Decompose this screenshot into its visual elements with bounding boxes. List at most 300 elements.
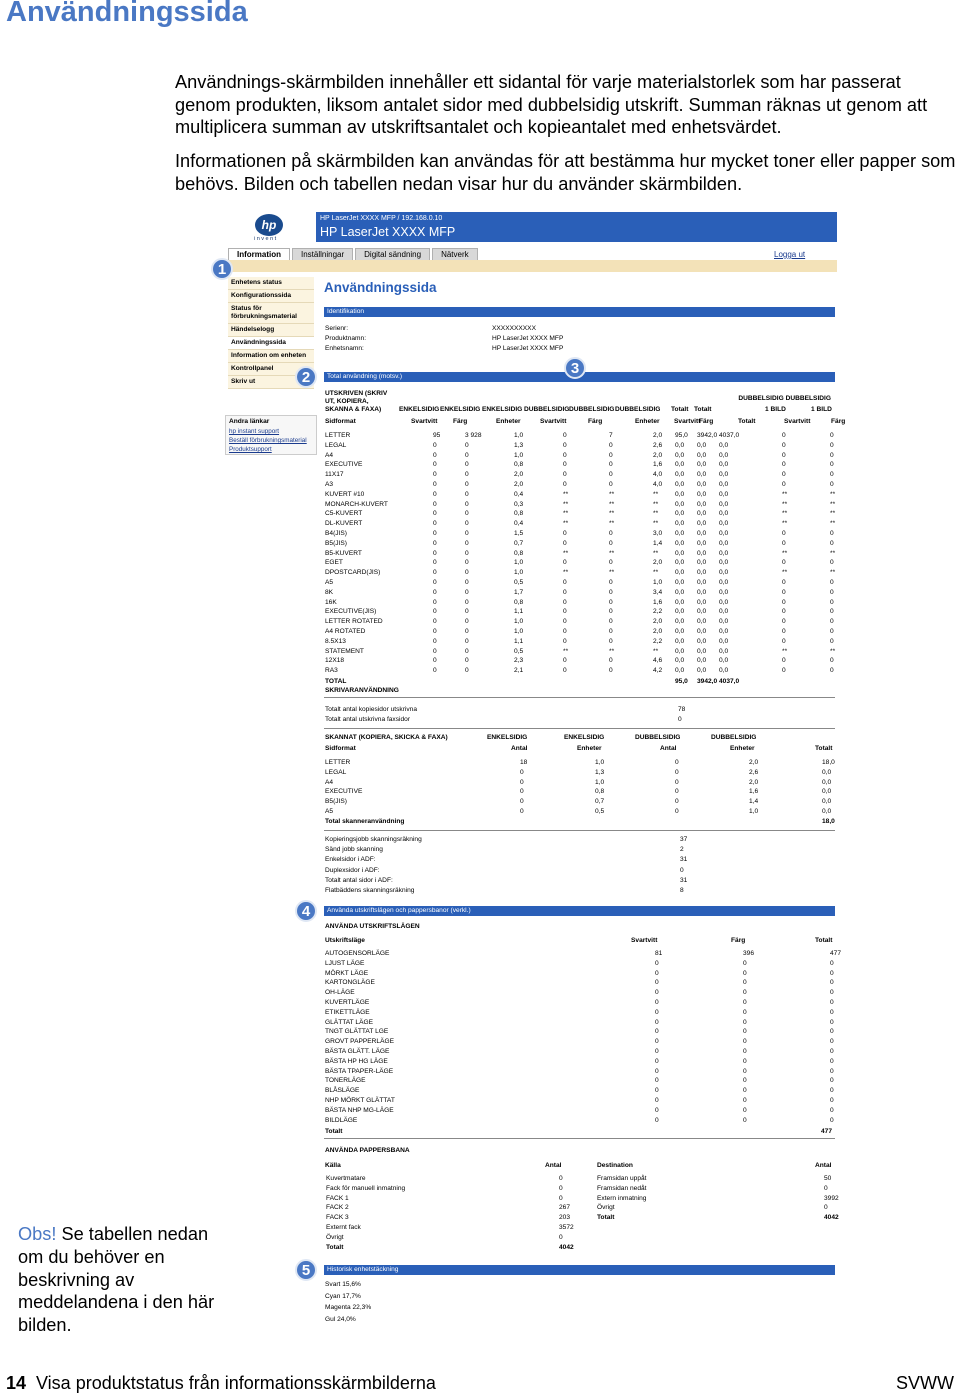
link-product-support[interactable]: Produktsupport [229, 446, 272, 453]
table-row-cell: 1,0 [514, 569, 524, 577]
table-row-cell: 0 [465, 628, 469, 635]
table-row-cell: 0 [830, 1028, 834, 1036]
source-row-cell: Fack för manuell inmatning [326, 1184, 406, 1192]
scan-stat-row [325, 856, 835, 866]
table-row-cell: 0,0 [697, 520, 707, 528]
copy-stat-row [325, 716, 835, 726]
table-row-cell: ** [782, 490, 788, 498]
table-row-cell: 0,0 [719, 667, 729, 675]
table-row-cell: 0 [655, 959, 659, 967]
table-row-cell: A5 [325, 808, 334, 815]
table-row [325, 540, 835, 550]
table-row-cell: 0 [782, 618, 786, 626]
table-row-cell: 7 [609, 432, 613, 439]
table-row-cell: 0 [563, 441, 567, 449]
table-row [325, 569, 835, 579]
table-row-cell: 0 [675, 788, 679, 796]
source-row-cell: 0 [559, 1194, 563, 1202]
print-col-header-cell: DUBBELSIDIG [615, 406, 661, 413]
intro-paragraph-2: Informationen på skärmbilden kan användas för att bestämma hur mycket toner eller papper som behövs. Bilden och tabellen nedan visar hur du använder skärmbilden. [175, 151, 956, 194]
table-row [325, 559, 835, 569]
table-row-cell: 2,0 [653, 559, 663, 567]
source-row-cell: 0 [559, 1175, 563, 1182]
table-row-cell: 1,0 [514, 432, 524, 439]
table-row-cell: 0 [830, 608, 834, 616]
table-row-cell: 0 [609, 588, 613, 596]
table-row-cell: 1,6 [653, 461, 663, 469]
note-text: Se tabellen nedan om du behöver en beskrivning av meddelandena i den här bilden. [18, 1224, 215, 1336]
print-total-values-cell: 95,0 [675, 678, 688, 685]
table-row [325, 1058, 835, 1068]
table-row-cell: 0 [830, 1077, 834, 1085]
table-row-cell: 0 [743, 989, 747, 997]
table-row-cell: 0,8 [595, 788, 605, 796]
table-row-cell: 0,0 [675, 500, 685, 508]
sidebar-item-event-log[interactable]: Händelselogg [228, 324, 314, 337]
table-row-cell: 0,0 [697, 559, 707, 567]
table-row-cell: ** [609, 647, 615, 655]
table-row-cell: 0 [465, 657, 469, 665]
table-row-cell: RA3 [325, 667, 338, 675]
table-row-cell: 0,0 [697, 530, 707, 537]
scan-stat-row-cell: 37 [680, 836, 688, 843]
table-row-cell: MONARCH-KUVERT [325, 500, 388, 508]
print-col-header-cell: 1 BILD [811, 406, 832, 413]
table-row-cell: 0 [655, 1008, 659, 1016]
source-row-cell: FACK 3 [326, 1214, 349, 1222]
link-order-supplies[interactable]: Beställ förbrukningsmaterial [229, 437, 307, 444]
destination-row [325, 1185, 835, 1195]
table-row-cell: 0 [675, 808, 679, 815]
table-row [325, 759, 835, 769]
table-row-cell: 0,4 [514, 490, 524, 498]
print-col-header-cell: Totalt [738, 418, 756, 425]
table-row-cell: 0,0 [719, 598, 729, 606]
table-row-cell: 0 [830, 999, 834, 1006]
table-row-cell: 0 [782, 637, 786, 645]
table-row-cell: 0 [465, 549, 469, 557]
other-links-box [225, 415, 317, 455]
table-row-cell: 0,0 [697, 628, 707, 635]
table-row-cell: 0 [465, 569, 469, 577]
table-row-cell: 0 [465, 520, 469, 528]
table-row-cell: 0 [782, 559, 786, 567]
table-row-cell: 0 [433, 481, 437, 488]
paths-title [325, 1147, 835, 1157]
table-row-cell: 0 [830, 1087, 834, 1095]
table-row-cell: 0 [609, 667, 613, 675]
table-row-cell: 1,0 [514, 628, 524, 635]
table-row-cell: 0,0 [697, 657, 707, 665]
table-row-cell: 0,4 [514, 520, 524, 528]
source-row-cell: 0 [559, 1184, 563, 1192]
tab-digital-send[interactable]: Digital sändning [355, 248, 430, 260]
table-row-cell: 0,0 [719, 520, 729, 528]
print-col-header-cell: DUBBELSIDIG DUBBELSIDIG [738, 395, 831, 402]
table-row-cell: 0 [465, 608, 469, 616]
table-row [325, 1038, 835, 1048]
table-row-cell: 0,0 [675, 549, 685, 557]
table-row-cell: 0,0 [719, 530, 729, 537]
scan-stat-row-cell: 2 [680, 846, 684, 854]
scan-stat-row-cell: Totalt antal sidor i ADF: [325, 876, 393, 884]
total-usage-bar: Total användning (motsv.) [324, 372, 835, 382]
sidebar-item-device-status[interactable]: Enhetens status [228, 277, 314, 290]
table-row-cell: ** [563, 510, 569, 518]
table-row-cell: LEGAL [325, 441, 347, 449]
scan-col-header-cell: DUBBELSIDIG [711, 734, 757, 741]
table-row-cell: 0 [743, 1106, 747, 1114]
main-title: Användningssida [324, 280, 437, 295]
table-row-cell: 0,0 [719, 647, 729, 655]
table-row-cell: 0,0 [697, 451, 707, 459]
table-row-cell: 0 [782, 451, 786, 459]
footer-code: SVWW [896, 1373, 954, 1393]
sidebar-item-supplies-status[interactable]: Status för förbrukningsmaterial [228, 303, 314, 324]
copy-stat-row-cell: 0 [678, 716, 682, 723]
table-row-cell: 0 [520, 808, 524, 815]
table-row-cell: 0,0 [719, 500, 729, 508]
table-row-cell: 0 [520, 768, 524, 776]
table-row-cell: 0 [433, 520, 437, 528]
scan-col-header-cell: Sidformat [325, 745, 356, 752]
paths-col-header [325, 1162, 835, 1172]
sidebar-item-config-page[interactable]: Konfigurationssida [228, 290, 314, 303]
table-row-cell: 0,0 [697, 481, 707, 488]
scan-col-header-cell: DUBBELSIDIG [635, 734, 681, 741]
table-row-cell: ** [653, 647, 659, 655]
table-row-cell: 0,0 [675, 647, 685, 655]
source-row-cell: Kuvertmatare [326, 1175, 366, 1182]
table-row-cell: 0 [465, 637, 469, 645]
table-row-cell: 0 [743, 1057, 747, 1065]
table-row-cell: 0 [743, 1028, 747, 1036]
table-row-cell: 0 [655, 1087, 659, 1095]
table-row-cell: ** [782, 549, 788, 557]
table-row-cell: 0,0 [719, 579, 729, 586]
table-row-cell: 0 [830, 432, 834, 439]
table-row-cell: 0,0 [697, 598, 707, 606]
table-row-cell: 0 [433, 510, 437, 518]
callout-5: 5 [295, 1259, 317, 1281]
table-row-cell: 1,0 [514, 451, 524, 459]
table-row-cell: 0 [655, 1018, 659, 1026]
table-row-cell: 0 [465, 539, 469, 547]
table-row-cell: 18 [520, 759, 528, 766]
table-row [325, 628, 835, 638]
table-row-cell: LJUST LÄGE [325, 959, 365, 967]
table-row-cell: 2,2 [653, 637, 663, 645]
table-row-cell: EXECUTIVE [325, 788, 363, 796]
destination-row [325, 1194, 839, 1205]
table-row-cell: 0 [563, 539, 567, 547]
paths-col-header-cell: Antal [545, 1162, 562, 1169]
print-col-header-cell: Svartvitt [674, 418, 701, 425]
table-row [325, 1068, 835, 1078]
sidebar-item-print[interactable]: Skriv ut [228, 376, 314, 389]
table-row-cell: 2,0 [653, 618, 663, 626]
table-row-cell: LEGAL [325, 768, 347, 776]
table-row-cell: ** [563, 490, 569, 498]
source-row-cell: Totalt [326, 1243, 344, 1251]
table-row-cell: 0 [743, 999, 747, 1006]
table-row-cell: 0 [830, 471, 834, 479]
scan-col-header-cell: SKANNAT (KOPIERA, SKICKA & FAXA) [325, 734, 448, 741]
table-row-cell: 0 [743, 1018, 747, 1026]
table-row-cell: ** [830, 520, 836, 528]
table-row-cell: BÄSTA GLÄTT. LÄGE [325, 1048, 390, 1055]
table-row-cell: EGET [325, 559, 343, 567]
print-col-header-cell: Totalt [671, 406, 689, 413]
table-row-cell: 0 [830, 1097, 834, 1104]
table-row-cell: 0 [609, 579, 613, 586]
table-row-cell: 0,0 [675, 628, 685, 635]
table-row-cell: 1,6 [653, 598, 663, 606]
table-row-cell: 0 [563, 657, 567, 665]
scan-stat-row-cell: Enkelsidor i ADF: [325, 856, 376, 864]
table-row-cell: 0,0 [675, 637, 685, 645]
modes-col-header-cell: Färg [731, 937, 746, 944]
modes-title [325, 923, 835, 933]
table-row-cell: 0 [830, 628, 834, 635]
scan-col-header-cell: Antal [511, 745, 528, 752]
table-row-cell: 0 [830, 481, 834, 488]
table-row-cell: 0 [743, 1048, 747, 1055]
table-row-cell: ** [653, 500, 659, 508]
table-row-cell: 0 [433, 569, 437, 577]
callout-1: 1 [211, 258, 233, 280]
table-row [325, 510, 835, 520]
table-row-cell: 0 [465, 559, 469, 567]
table-row-cell: TNGT GLÄTTAT LGE [325, 1028, 389, 1036]
table-row-cell: 0 [782, 579, 786, 586]
table-row-cell: B5(JIS) [325, 798, 347, 806]
tab-settings[interactable]: Inställningar [292, 248, 353, 260]
print-col-header-cell: Enheter [635, 418, 660, 425]
table-row-cell: 0 [465, 481, 469, 488]
table-row-cell: 0 [830, 1057, 834, 1065]
table-row-cell: 0 [433, 539, 437, 547]
table-row [325, 989, 835, 999]
table-row-cell: ** [653, 569, 659, 577]
table-row-cell: 0 [655, 979, 659, 987]
table-row-cell: 0 [609, 530, 613, 537]
table-row-cell: 0 [520, 798, 524, 806]
ident-row [325, 335, 835, 345]
table-row [325, 471, 835, 481]
table-row-cell: ** [653, 520, 659, 528]
table-row-cell: 1,1 [514, 608, 524, 616]
table-row-cell: 1,3 [514, 441, 524, 449]
print-col-header-cell: DUBBELSIDIG [569, 406, 615, 413]
table-row-cell: 0 [563, 588, 567, 596]
page-number: 14 [6, 1373, 27, 1393]
print-col-header [325, 418, 846, 428]
other-links-title: Andra länkar [229, 418, 270, 425]
table-row-cell: ** [609, 549, 615, 557]
table-row [325, 648, 835, 658]
link-instant-support[interactable]: hp instant support [229, 428, 280, 435]
table-row-cell: 0 [609, 471, 613, 479]
table-row-cell: 0,0 [697, 549, 707, 557]
table-row-cell: 0,0 [719, 461, 729, 469]
table-row-cell: 0 [433, 637, 437, 645]
table-row-cell: KARTONGLÄGE [325, 979, 375, 987]
modes-col-header-cell: Utskriftsläge [325, 937, 365, 944]
sidebar-item-device-info[interactable]: Information om enheten [228, 350, 314, 363]
table-row [325, 520, 835, 530]
table-row-cell: ** [653, 490, 659, 498]
table-row-cell: 477 [830, 950, 842, 957]
modes-total-row-cell: 477 [821, 1128, 833, 1135]
print-col-header-cell: Färg [453, 418, 468, 425]
destination-row-cell: 4042 [824, 1214, 839, 1222]
table-row-cell: 0 [830, 1008, 834, 1016]
divider [324, 830, 835, 831]
modes-total-row-cell: Totalt [325, 1128, 343, 1135]
table-row-cell: 0 [830, 1018, 834, 1026]
logout-link[interactable]: Logga ut [774, 250, 806, 259]
table-row-cell: ** [653, 549, 659, 557]
table-row-cell: 0,5 [595, 808, 605, 815]
table-row-cell: 0 [465, 647, 469, 655]
table-row-cell: 0,0 [822, 798, 832, 806]
table-row-cell: 0 [433, 471, 437, 479]
table-row-cell: 0,7 [514, 539, 524, 547]
print-group-label-cell: UT, KOPIERA, [325, 398, 369, 405]
sidebar-item-control-panel[interactable]: Kontrollpanel [228, 363, 314, 376]
modes-col-header-cell: Svartvitt [631, 937, 658, 944]
table-row-cell: 0 [433, 441, 437, 449]
callout-2: 2 [295, 366, 317, 388]
table-row-cell: 0 [830, 1067, 834, 1075]
table-row-cell: 0 [433, 667, 437, 675]
table-row-cell: 0 [782, 598, 786, 606]
table-row-cell: 0,0 [719, 608, 729, 616]
print-col-header-cell: Sidformat [325, 418, 356, 425]
table-row-cell: ** [830, 500, 836, 508]
scan-stat-row-cell: 0 [680, 866, 684, 874]
table-row-cell: 0,0 [697, 588, 707, 596]
table-row-cell: 0 [433, 461, 437, 469]
table-row-cell: 0,0 [697, 667, 707, 675]
table-row-cell: 0,0 [675, 598, 685, 606]
table-row-cell: ETIKETTLÄGE [325, 1008, 370, 1016]
destination-row-cell: Totalt [597, 1214, 615, 1222]
table-row-cell: 0 [782, 432, 786, 439]
table-row-cell: 0 [465, 451, 469, 459]
print-total-label [325, 687, 835, 697]
paths-col-header-cell: Antal [815, 1162, 832, 1169]
table-row-cell: 0 [830, 657, 834, 665]
table-row-cell: 0 [433, 657, 437, 665]
table-row-cell: 0 [563, 471, 567, 479]
table-row-cell: BÄSTA HP HG LÄGE [325, 1057, 388, 1065]
table-row-cell: 0 [655, 989, 659, 997]
scan-col-header-cell: ENKELSIDIG [564, 734, 605, 741]
table-row-cell: 2,3 [514, 657, 524, 665]
table-row-cell: STATEMENT [325, 647, 364, 655]
table-row-cell: 0 [465, 500, 469, 508]
table-row-cell: 0 [563, 481, 567, 488]
table-row-cell: 0 [655, 999, 659, 1006]
ident-row-cell: Produktnamn: [325, 335, 367, 342]
table-row-cell: 0 [563, 598, 567, 606]
scan-col-header-cell: Enheter [730, 745, 755, 752]
table-row-cell: 2,0 [514, 471, 524, 479]
table-row-cell: 0 [563, 667, 567, 675]
table-row-cell: 0 [830, 1106, 834, 1114]
table-row-cell: B4(JIS) [325, 530, 347, 537]
table-row-cell: 0,0 [697, 539, 707, 547]
table-row-cell: 0 [830, 979, 834, 987]
table-row-cell: ** [782, 647, 788, 655]
table-row-cell: ** [782, 520, 788, 528]
print-col-header-cell: ENKELSIDIG [440, 406, 481, 413]
table-row-cell: 0,0 [719, 618, 729, 626]
history-row-cell: Svart 15,6% [325, 1281, 361, 1288]
table-row [325, 960, 835, 970]
table-row-cell: 2,0 [653, 628, 663, 635]
table-row-cell: AUTOGENSORLÄGE [325, 950, 390, 957]
sidebar-item-usage-page[interactable]: Användningssida [228, 337, 314, 350]
table-row-cell: 0 [782, 588, 786, 596]
table-row-cell: 0 [609, 608, 613, 616]
table-row-cell: 0 [433, 647, 437, 655]
table-row-cell: MÖRKT LÄGE [325, 969, 369, 977]
table-row-cell: ** [830, 569, 836, 577]
table-row-cell: 0,0 [719, 559, 729, 567]
table-row [325, 550, 835, 560]
table-row-cell: 0,8 [514, 549, 524, 557]
source-row-cell: 203 [559, 1214, 571, 1222]
table-row-cell: 0,0 [719, 549, 729, 557]
source-row-cell: Övrigt [326, 1233, 344, 1241]
table-row-cell: 396 [743, 950, 755, 957]
history-row [325, 1281, 835, 1291]
table-row-cell: ** [782, 510, 788, 518]
scan-stat-row [325, 846, 835, 856]
print-col-header-cell: 1 BILD [765, 406, 786, 413]
table-row-cell: 0 [465, 510, 469, 518]
source-row-cell: 4042 [559, 1243, 574, 1251]
tab-information[interactable]: Information [228, 248, 290, 260]
table-row-cell: 0 [830, 461, 834, 469]
table-row [325, 970, 835, 980]
table-row [325, 1028, 835, 1038]
table-row-cell: 0,0 [697, 569, 707, 577]
table-row-cell: C5-KUVERT [325, 510, 363, 518]
table-row [325, 608, 835, 618]
table-row-cell: 3 928 [465, 432, 482, 439]
table-row-cell: LETTER ROTATED [325, 618, 383, 626]
copy-stat-row-cell: Totalt antal utskrivna faxsidor [325, 716, 411, 723]
table-row-cell: 0 [655, 1038, 659, 1046]
scan-total-row-cell: 18,0 [822, 818, 835, 825]
destination-row [325, 1214, 839, 1224]
modes-title-cell: ANVÄNDA UTSKRIFTSLÄGEN [325, 923, 420, 930]
source-row [325, 1224, 835, 1234]
table-row-cell: ** [830, 490, 836, 498]
table-row-cell: 0,0 [719, 628, 729, 635]
tab-network[interactable]: Nätverk [432, 248, 478, 260]
table-row-cell: 0 [433, 608, 437, 616]
paths-title-cell: ANVÄNDA PAPPERSBANA [325, 1147, 410, 1154]
divider [324, 728, 835, 729]
table-row-cell: A3 [325, 481, 334, 488]
table-row-cell: 0 [675, 778, 679, 786]
table-row [325, 432, 835, 442]
